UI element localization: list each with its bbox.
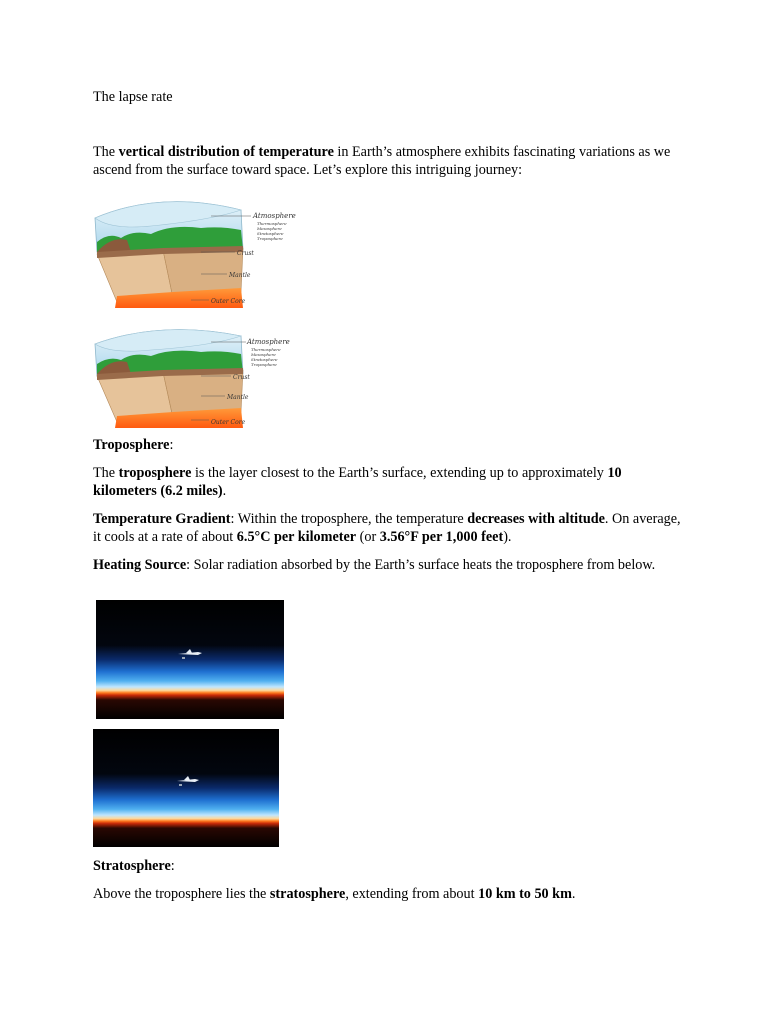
label-atmosphere: Atmosphere <box>247 338 290 346</box>
sky-gradient <box>93 729 279 847</box>
earth-layers-diagram-2 <box>91 318 290 428</box>
troposphere-paragraph-1 <box>93 464 683 500</box>
label-mesosphere: Mesosphere <box>251 352 276 357</box>
stratosphere-heading <box>93 857 683 875</box>
intro-paragraph <box>93 143 683 179</box>
stratosphere-heading-text: Stratosphere <box>93 858 171 874</box>
sp1-b: stratosphere <box>269 886 346 902</box>
sp1-d: 10 km to 50 km <box>478 886 572 902</box>
label-atmosphere: Atmosphere <box>253 212 296 220</box>
stratosphere-heading-colon: : <box>170 858 175 874</box>
label-mantle: Mantle <box>229 272 251 279</box>
heating-source-paragraph <box>93 556 683 574</box>
troposphere-heading-text: Troposphere <box>93 437 170 453</box>
sky-gradient <box>96 600 284 719</box>
tp1-a: The <box>93 465 119 481</box>
tp2-b: decreases with altitude <box>467 511 605 527</box>
label-stratosphere: Stratosphere <box>257 231 284 236</box>
label-outer-core: Outer Core <box>211 419 246 426</box>
tp2-d: 6.5°C per kilometer <box>236 529 357 545</box>
tp2-e: (or <box>356 529 380 545</box>
stratosphere-paragraph-1 <box>93 885 683 903</box>
heating-source-label: Heating Source <box>93 557 187 573</box>
intro-text-a: The <box>93 144 119 160</box>
intro-bold-text: vertical distribution of temperature <box>118 144 334 160</box>
temperature-gradient-paragraph <box>93 510 683 546</box>
sp1-c: , extending from about <box>345 886 479 902</box>
sp1-a: Above the troposphere lies the <box>93 886 270 902</box>
tp1-c: is the layer closest to the Earth’s surface, extending up to approximately <box>191 465 608 481</box>
label-troposphere: Troposphere <box>251 362 277 367</box>
label-stratosphere: Stratosphere <box>251 357 278 362</box>
tp1-b: troposphere <box>118 465 192 481</box>
earth-layers-diagram-1 <box>91 190 296 308</box>
temperature-gradient-label: Temperature Gradient <box>93 511 231 527</box>
label-crust: Crust <box>233 374 250 381</box>
page-title-text: The lapse rate <box>93 89 173 105</box>
label-outer-core: Outer Core <box>211 298 246 305</box>
label-mantle: Mantle <box>227 394 249 401</box>
tp1-d: 10 kilometers (6.2 miles) <box>93 465 622 499</box>
tp1-e: . <box>222 483 227 499</box>
sp1-e: . <box>571 886 576 902</box>
tp2-a: : Within the troposphere, the temperature <box>230 511 468 527</box>
tp3-a: : Solar radiation absorbed by the Earth’s surface heats the troposphere from below. <box>186 557 656 573</box>
label-thermosphere: Thermosphere <box>251 347 281 352</box>
earth-horizon-photo-1 <box>96 600 284 719</box>
label-crust: Crust <box>237 250 254 257</box>
intro-text-b: in Earth’s atmosphere exhibits fascinating variations as we ascend from the surface toward space. Let’s explore this intriguing journey: <box>93 144 671 178</box>
troposphere-heading <box>93 436 683 454</box>
page-title <box>93 88 683 106</box>
label-troposphere: Troposphere <box>257 236 283 241</box>
earth-horizon-photo-2 <box>93 729 279 847</box>
tp2-c: . On average, it cools at a rate of about <box>93 511 681 545</box>
label-thermosphere: Thermosphere <box>257 221 287 226</box>
tp2-f: 3.56°F per 1,000 feet <box>379 529 504 545</box>
tp2-g: ). <box>503 529 512 545</box>
troposphere-heading-colon: : <box>169 437 174 453</box>
label-mesosphere: Mesosphere <box>257 226 282 231</box>
